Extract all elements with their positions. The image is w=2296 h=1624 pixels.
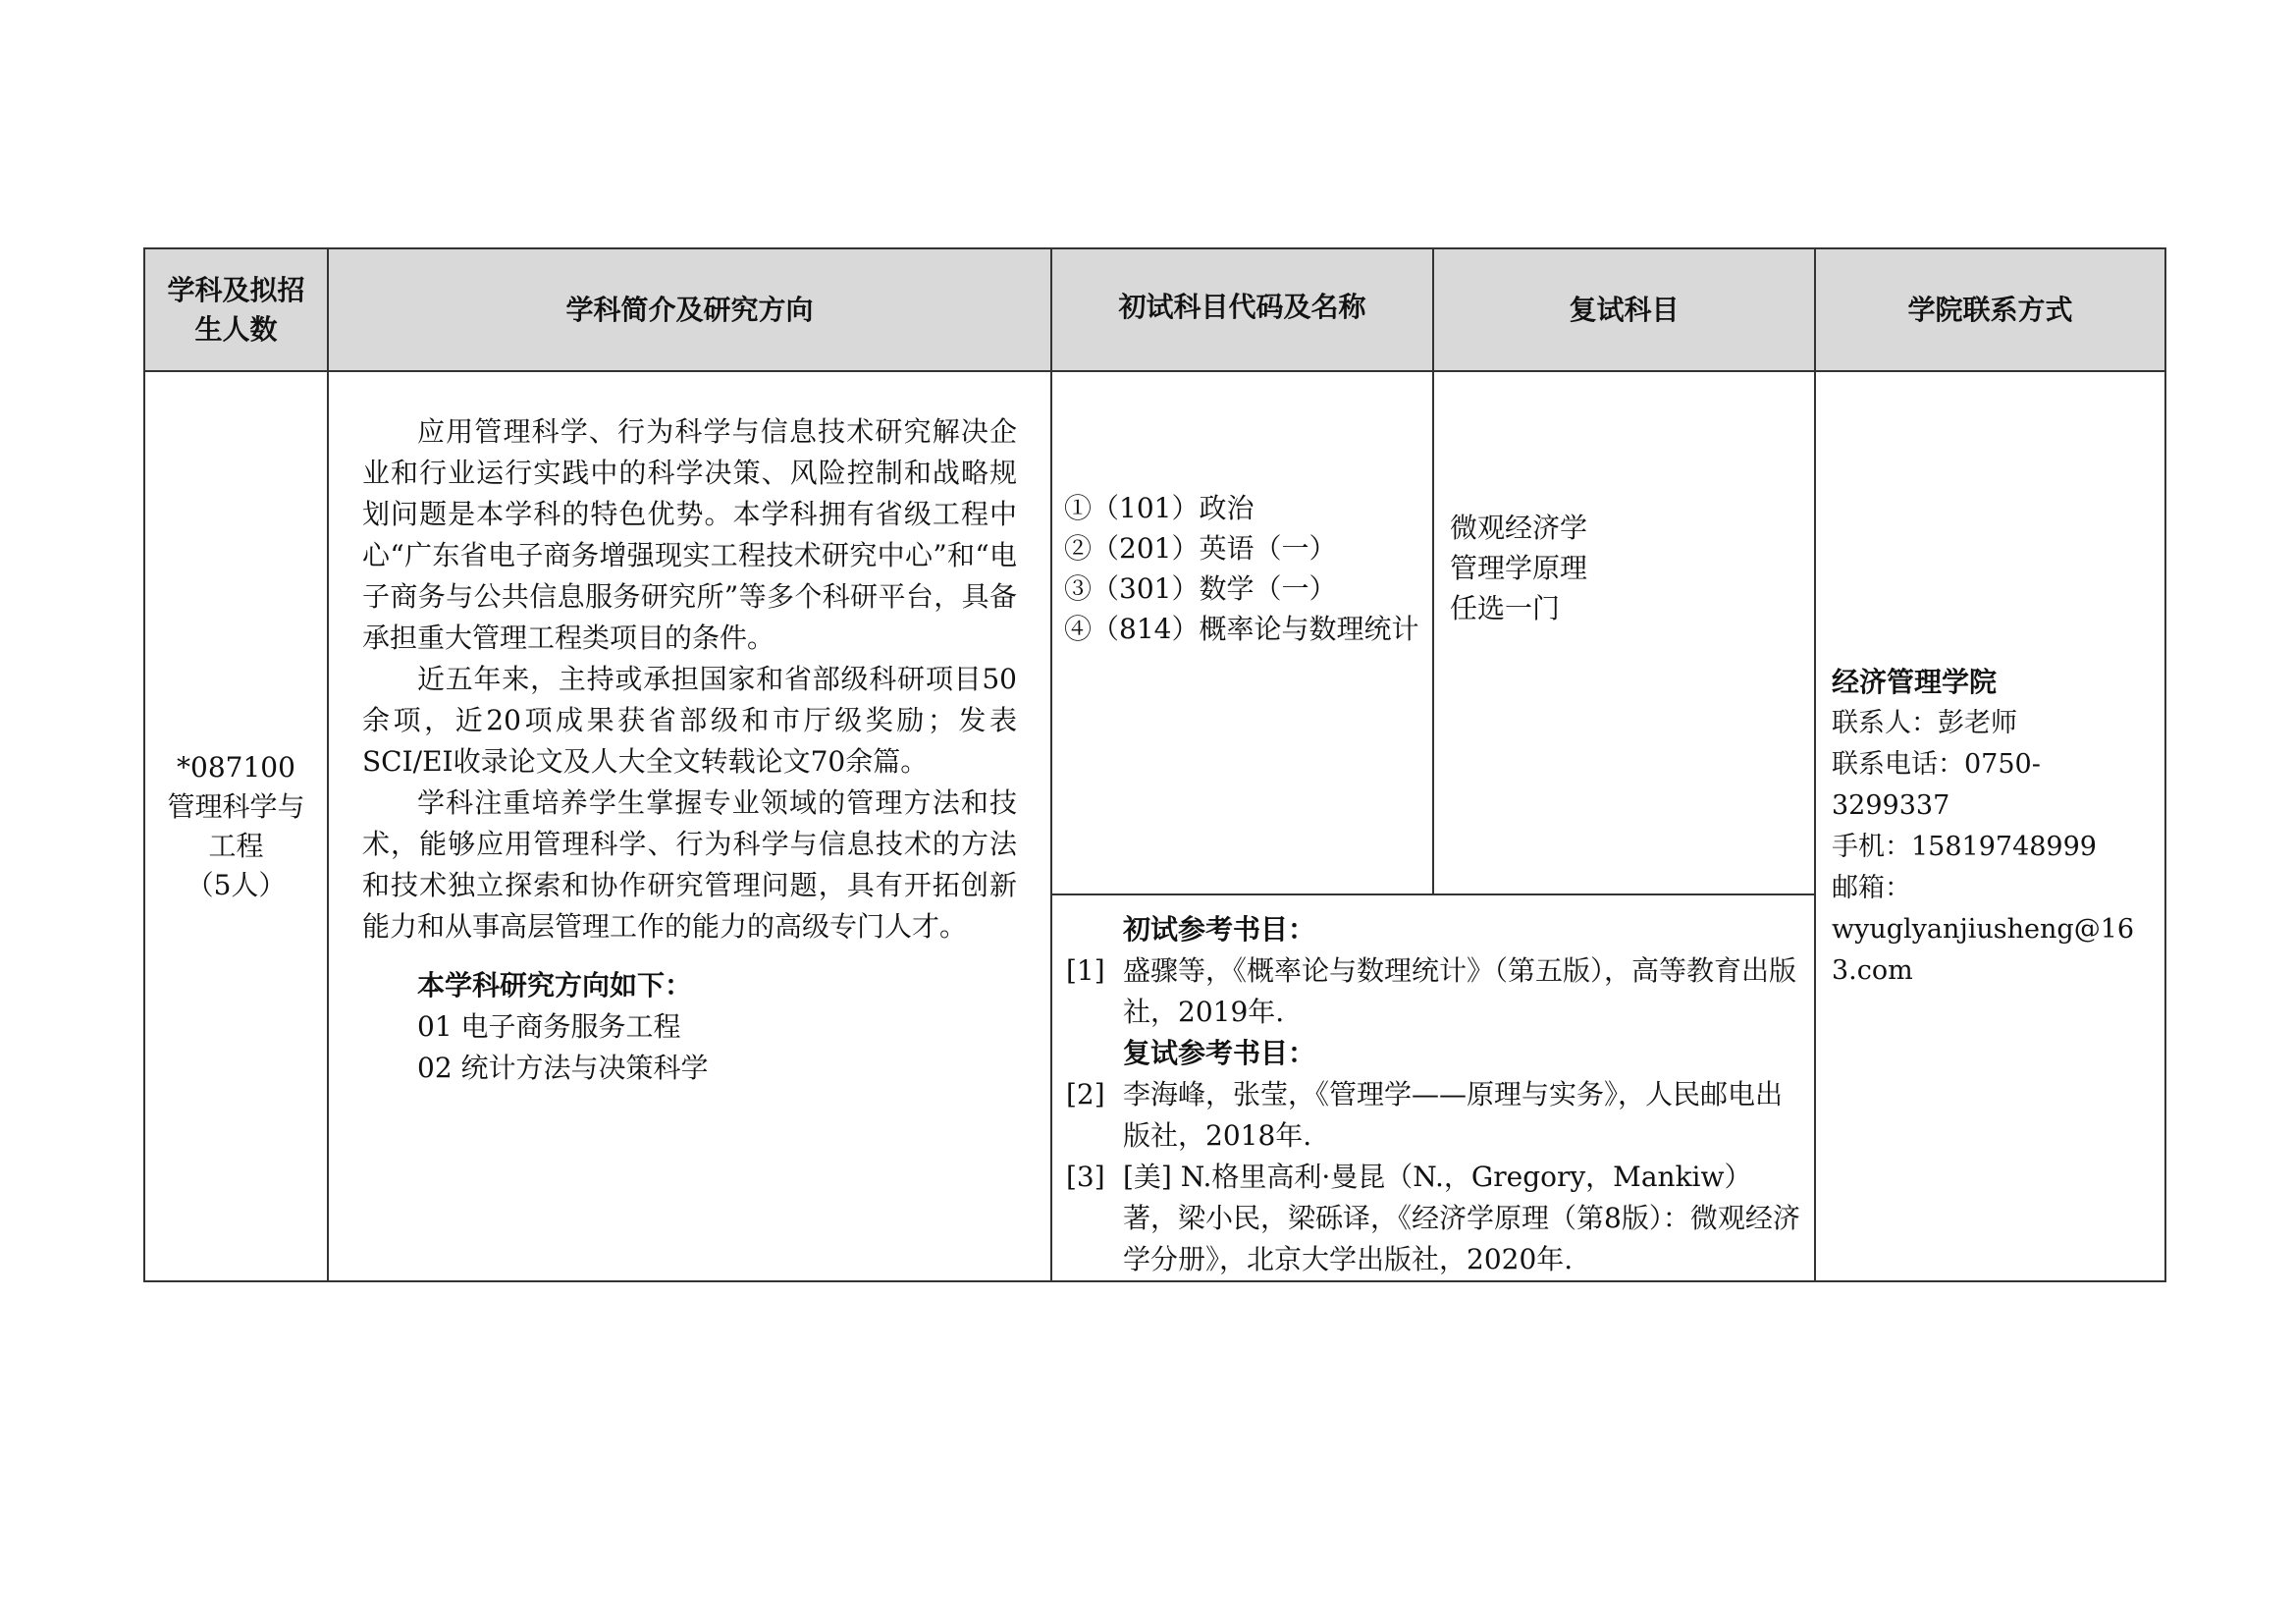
header-exam: 初试科目代码及名称: [1051, 248, 1433, 371]
contact-phone: 联系电话：0750-3299337: [1832, 748, 2041, 821]
contact-mobile: 手机：15819748999: [1832, 831, 2097, 862]
reference-item: [1066, 1157, 1800, 1280]
directions-heading: 本学科研究方向如下：: [417, 969, 693, 1001]
intro-paragraph: 应用管理科学、行为科学与信息技术研究解决企业和行业运行实践中的科学决策、风险控制和战略规划问题是本学科的特色优势。本学科拥有省级工程中心“广东省电子商务增强现实工程技术研究中心”和“电子商务与公共信息服务研究所”等多个科研平台，具备承担重大管理工程类项目的条件。: [362, 415, 1017, 654]
retest-references-heading: 复试参考书目：: [1123, 1037, 1316, 1069]
header-retest: 复试科目: [1433, 248, 1815, 371]
retest-subjects-cell: [1433, 371, 1815, 894]
subject-cell: [144, 371, 328, 1281]
header-row: [144, 248, 2165, 371]
table-row: [144, 371, 2165, 894]
references-cell: [1051, 894, 1815, 1281]
retest-subject-item: 微观经济学: [1450, 512, 1588, 544]
retest-subject-item: 管理学原理: [1450, 552, 1588, 584]
exam-subjects-cell: [1051, 371, 1433, 894]
contact-email: wyuglyanjiusheng@163.com: [1832, 913, 2135, 986]
subject-name-line2: 工程: [208, 829, 264, 862]
initial-references-heading: 初试参考书目：: [1123, 913, 1316, 946]
exam-subject-item: ④（814）概率论与数理统计: [1064, 613, 1419, 645]
retest-subject-item: 任选一门: [1450, 592, 1561, 624]
intro-paragraph: 近五年来，主持或承担国家和省部级科研项目50余项，近20项成果获省部级和市厅级奖励；发表SCI/EI收录论文及人大全文转载论文70余篇。: [362, 663, 1017, 778]
subject-code: *087100: [177, 750, 295, 784]
college-name: 经济管理学院: [1832, 665, 1998, 698]
reference-number: [2]: [1066, 1078, 1105, 1110]
header-contact: 学院联系方式: [1815, 248, 2165, 371]
header-subject: 学科及拟招 生人数: [144, 248, 328, 371]
reference-item: [1066, 950, 1800, 1033]
enrollment-table: [143, 247, 2166, 1282]
direction-item: 02 统计方法与决策科学: [417, 1052, 709, 1084]
subject-name-line1: 管理科学与: [167, 789, 305, 823]
reference-item: [1066, 1074, 1800, 1157]
intro-paragraph: 学科注重培养学生掌握专业领域的管理方法和技术，能够应用管理科学、行为科学与信息技术的方法和技术独立探索和协作研究管理问题，具有开拓创新能力和从事高层管理工作的能力的高级专门人才。: [362, 786, 1017, 943]
research-directions: [362, 965, 1017, 1089]
reference-number: [1]: [1066, 954, 1105, 987]
contact-email-label: 邮箱：: [1832, 872, 1911, 903]
reference-number: [3]: [1066, 1161, 1105, 1193]
intro-cell: [328, 371, 1051, 1281]
reference-text: 盛骤等，《概率论与数理统计》（第五版），高等教育出版社，2019年.: [1123, 954, 1797, 1028]
direction-item: 01 电子商务服务工程: [417, 1010, 681, 1043]
reference-text: [美] N.格里高利·曼昆（N.，Gregory，Mankiw）著，梁小民，梁砾译，《经济学原理（第8版）：微观经济学分册》，北京大学出版社，2020年.: [1123, 1161, 1800, 1275]
exam-subject-item: ②（201）英语（一）: [1064, 532, 1337, 565]
exam-subject-item: ③（301）数学（一）: [1064, 572, 1337, 605]
contact-cell: [1815, 371, 2165, 1281]
header-intro: 学科简介及研究方向: [328, 248, 1051, 371]
exam-subject-item: ①（101）政治: [1064, 492, 1255, 524]
contact-person: 联系人：彭老师: [1832, 707, 2017, 738]
reference-text: 李海峰，张莹，《管理学——原理与实务》，人民邮电出版社，2018年.: [1123, 1078, 1784, 1152]
subject-count: （5人）: [186, 868, 287, 901]
